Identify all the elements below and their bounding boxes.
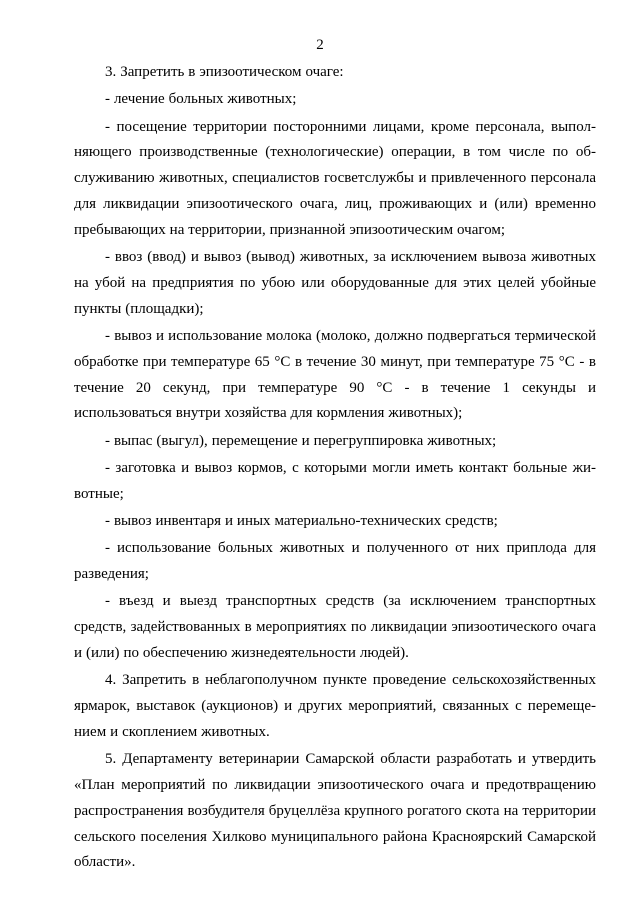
document-body xyxy=(74,60,596,878)
paragraph-animal-transport: - ввоз (ввод) и вывоз (вывод) животных, за исключением вывоза животных на убой на предприятия по убою или оборудованные для этих целей убойные пункты (площадки); xyxy=(74,249,596,317)
paragraph-grazing: - выпас (выгул), перемещение и перегруппировка животных; xyxy=(105,432,497,449)
paragraph-item-3-heading: 3. Запретить в эпизоотическом очаге: xyxy=(105,64,344,80)
page-number: 2 xyxy=(316,37,324,53)
paragraph-milk: - вывоз и использование молока (молоко, должно подвергаться термической обработке при температуре 65 °С в течение 30 минут, при температуре 75 °С - в течение 20 секунд, при температуре 90 °С - в течение 1 секунды и использоваться внутри хозяйства для кормления животных); xyxy=(74,327,596,422)
paragraph-equipment: - вывоз инвентаря и иных материально-технических средств; xyxy=(105,513,498,530)
paragraph-treatment: - лечение больных животных; xyxy=(105,91,297,108)
paragraph-visits: - посещение территории посторонними лицами, кроме персонала, выполняющего производственные (технологические) операции, в том числе по обслуживанию животных, специалистов госветслужбы и привлеченного персонала для ликвидации эпизоотического очага, лиц, проживающих и (или) временно пребывающих на территории, признанной эпизоотическим очагом; xyxy=(74,118,596,238)
paragraph-item-4: 4. Запретить в неблагополучном пункте проведение сельскохозяйственных ярмарок, выставок (аукционов) и других мероприятий, связанных с перемещением и скоплением животных. xyxy=(74,672,596,740)
paragraph-feed: - заготовка и вывоз кормов, с которыми могли иметь контакт больные животные; xyxy=(74,459,596,502)
paragraph-breeding: - использование больных животных и полученного от них приплода для разведения; xyxy=(74,540,596,583)
paragraph-item-5: 5. Департаменту ветеринарии Самарской области разработать и утвердить «План мероприятий по ликвидации эпизоотического очага и предотвращению распространения возбудителя бруцеллёза крупного рогатого скота на территории сельского поселения Хилково муниципального района Красноярский Самарской области». xyxy=(74,751,596,871)
paragraph-vehicles: - въезд и выезд транспортных средств (за исключением транспортных средств, задействованных в мероприятиях по ликвидации эпизоотического очага и (или) по обеспечению жизнедеятельности людей). xyxy=(74,593,596,662)
